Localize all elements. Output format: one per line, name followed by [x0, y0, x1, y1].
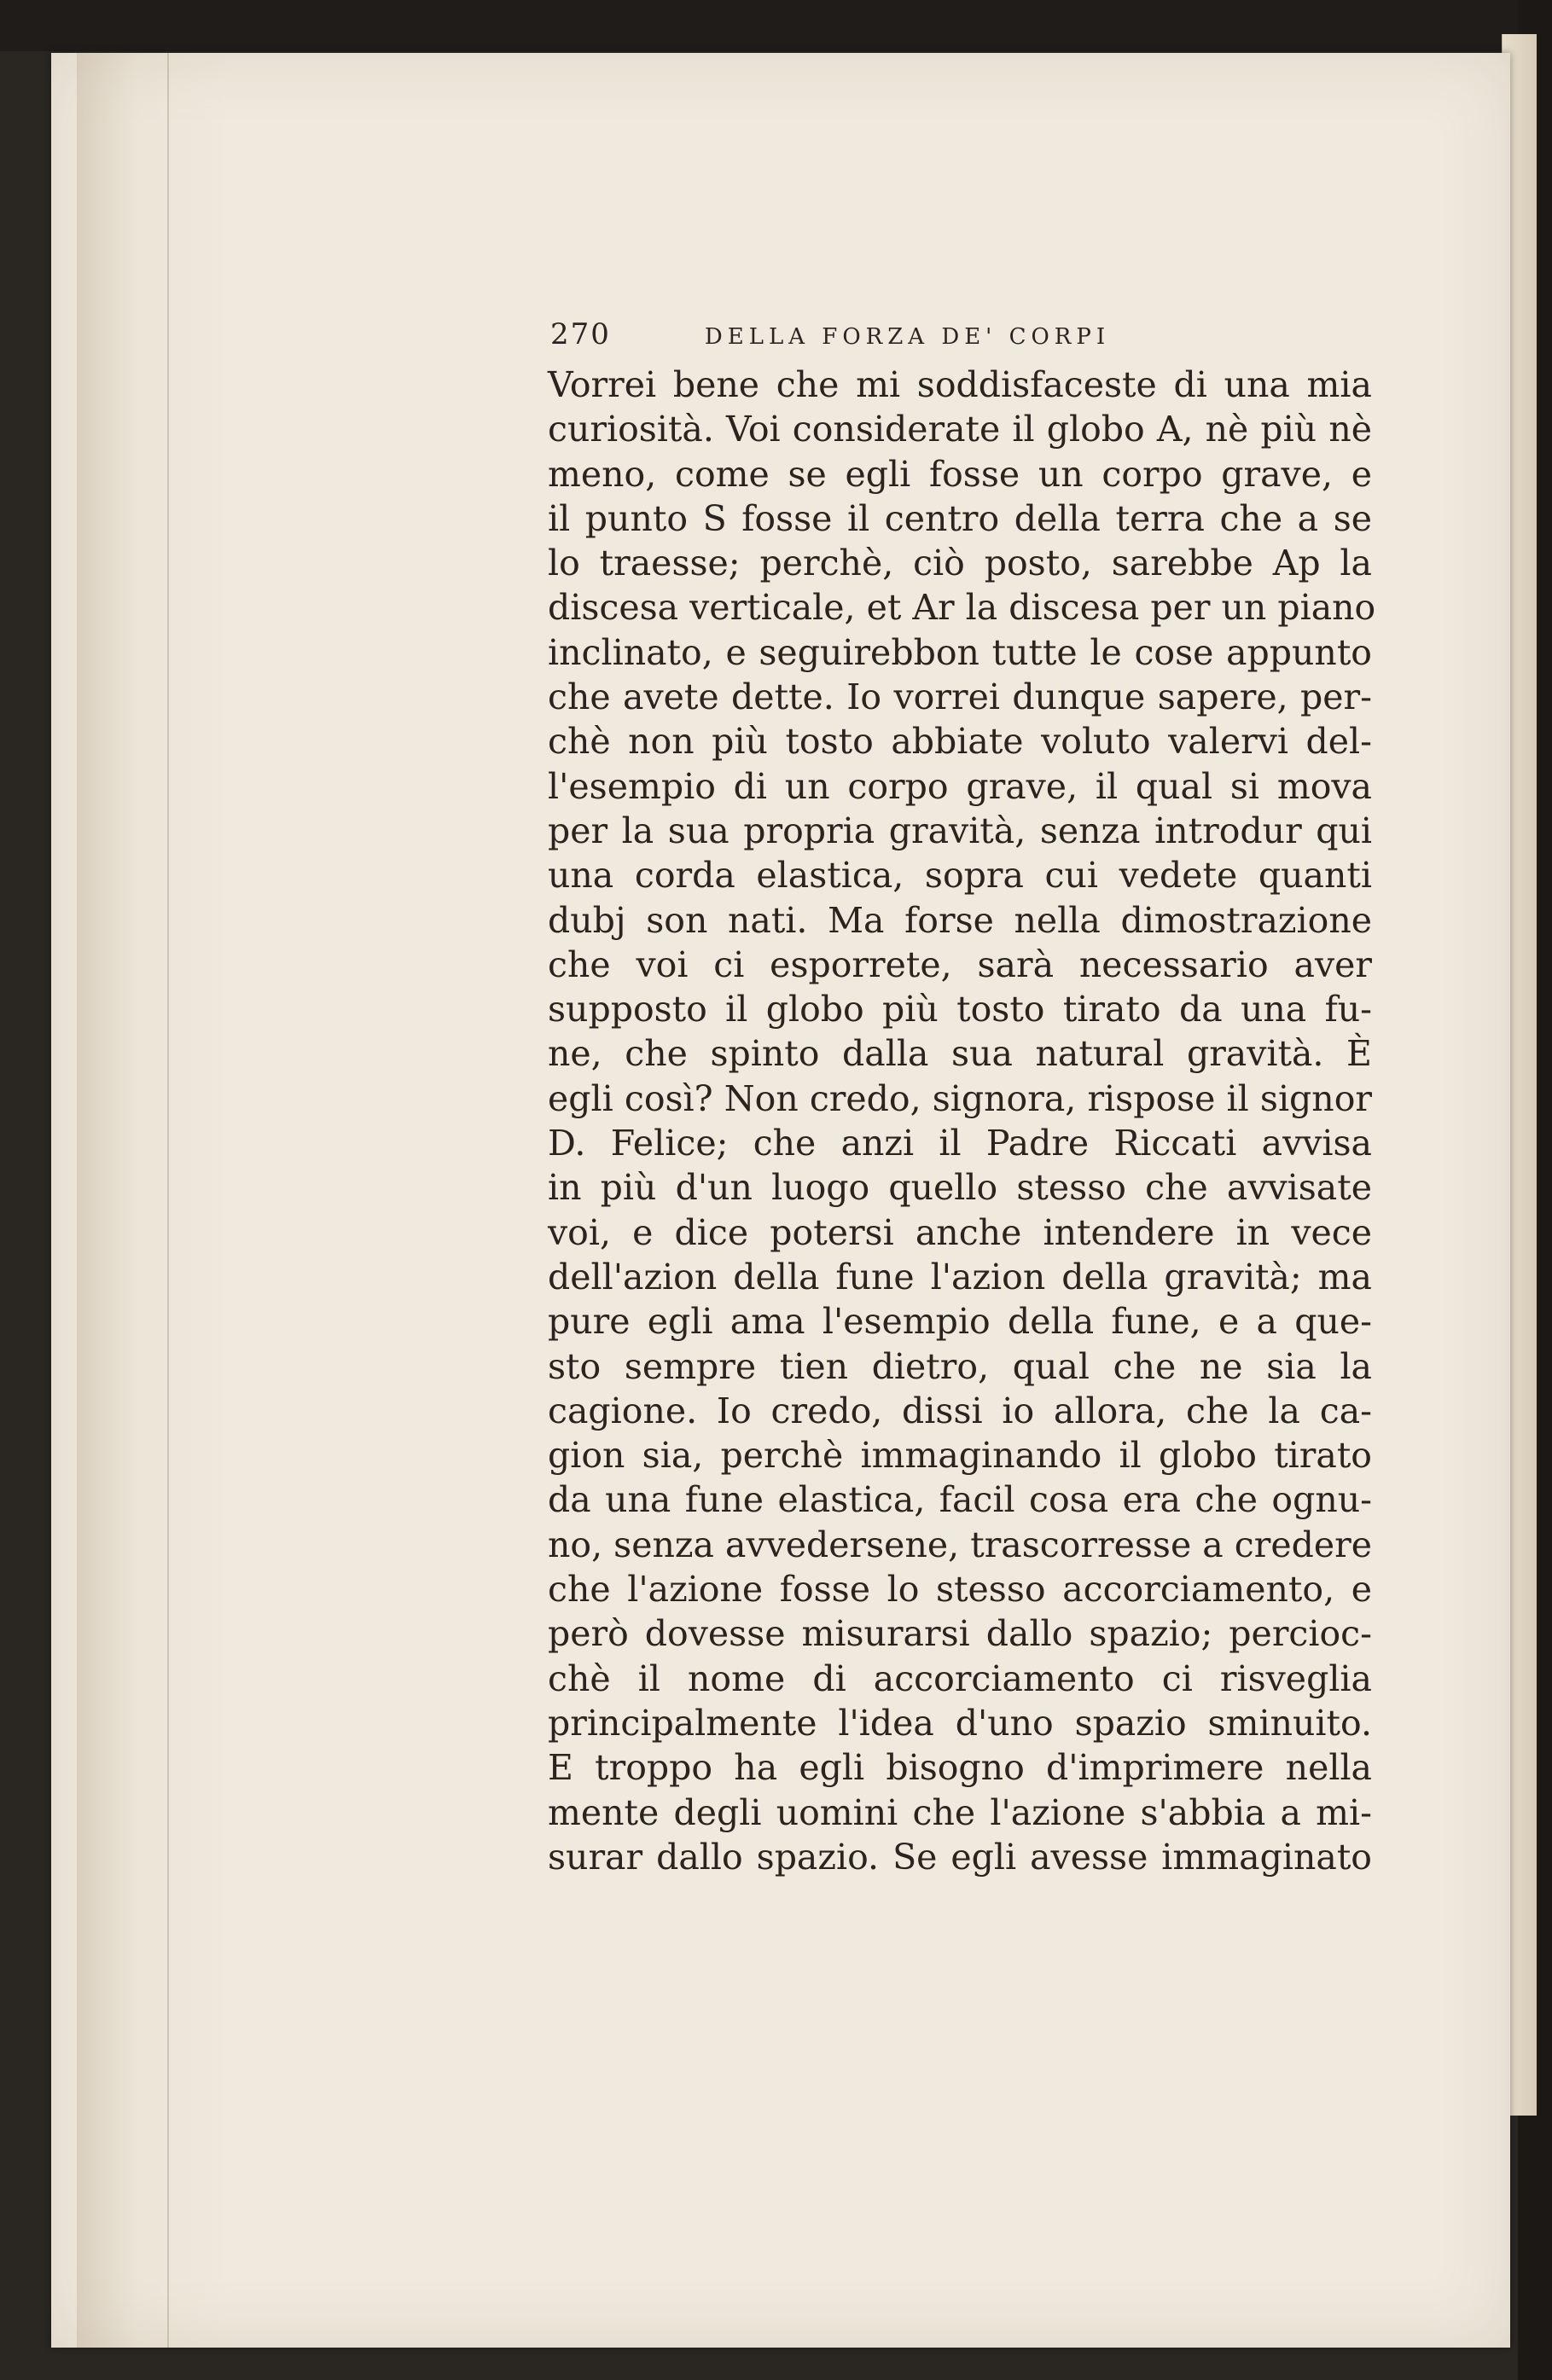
- text-line: meno, come se egli fosse un corpo grave, e: [548, 453, 1372, 495]
- text-line: per la sua propria gravità, senza introdur qui: [548, 810, 1372, 851]
- text-line: sto sempre tien dietro, qual che ne sia la: [548, 1345, 1372, 1387]
- text-line: surar dallo spazio. Se egli avesse immaginato: [548, 1836, 1372, 1878]
- scan-background-top: [0, 0, 1552, 51]
- running-head: [550, 317, 1369, 351]
- text-line: che l'azione fosse lo stesso accorciamento, e: [548, 1569, 1372, 1611]
- text-line: discesa verticale, et Ar la discesa per un piano: [548, 587, 1376, 629]
- text-line: inclinato, e seguirebbon tutte le cose appunto: [548, 631, 1372, 673]
- text-line: curiosità. Voi considerate il globo A, nè più nè: [548, 409, 1372, 450]
- text-line: che avete dette. Io vorrei dunque sapere, per-: [548, 676, 1372, 718]
- text-line: però dovesse misurarsi dallo spazio; percioc-: [548, 1613, 1372, 1655]
- page-gutter-shadow: [77, 53, 230, 2348]
- text-line: l'esempio di un corpo grave, il qual si mova: [548, 765, 1372, 807]
- text-line: gion sia, perchè immaginando il globo tirato: [548, 1435, 1372, 1477]
- page-number: 270: [550, 317, 611, 351]
- text-line: che voi ci esporrete, sarà necessario aver: [548, 943, 1372, 985]
- text-line: pure egli ama l'esempio della fune, e a que-: [548, 1301, 1372, 1343]
- text-line: una corda elastica, sopra cui vedete quanti: [548, 855, 1372, 897]
- page-fold-line: [167, 53, 169, 2348]
- text-line: chè non più tosto abbiate voluto valervi del-: [548, 721, 1372, 763]
- text-line: in più d'un luogo quello stesso che avvisate: [548, 1167, 1372, 1209]
- text-line: supposto il globo più tosto tirato da una fu-: [548, 989, 1372, 1030]
- text-line: voi, e dice potersi anche intendere in vece: [548, 1211, 1372, 1253]
- text-line: dubj son nati. Ma forse nella dimostrazione: [548, 899, 1372, 941]
- text-line: dell'azion della fune l'azion della gravità; ma: [548, 1256, 1372, 1297]
- text-line: chè il nome di accorciamento ci risveglia: [548, 1657, 1372, 1699]
- text-line: principalmente l'idea d'uno spazio sminuito.: [548, 1702, 1372, 1744]
- page-body-text: [548, 363, 1376, 1879]
- text-line: cagione. Io credo, dissi io allora, che la ca-: [548, 1390, 1372, 1431]
- text-line: egli così? Non credo, signora, rispose il signor: [548, 1077, 1372, 1119]
- text-line: D. Felice; che anzi il Padre Riccati avvisa: [548, 1123, 1372, 1164]
- text-line: lo traesse; perchè, ciò posto, sarebbe Ap la: [548, 543, 1372, 584]
- text-line: mente degli uomini che l'azione s'abbia a mi-: [548, 1791, 1372, 1833]
- text-line: no, senza avvedersene, trascorresse a credere: [548, 1524, 1372, 1565]
- text-line: ne, che spinto dalla sua natural gravità. È: [548, 1033, 1372, 1075]
- running-title: DELLA FORZA DE' CORPI: [704, 324, 1111, 350]
- text-line: da una fune elastica, facil cosa era che ognu-: [548, 1479, 1372, 1521]
- text-line: E troppo ha egli bisogno d'imprimere nella: [548, 1747, 1372, 1789]
- text-line: Vorrei bene che mi soddisfaceste di una mia: [548, 364, 1372, 405]
- text-line: il punto S fosse il centro della terra che a se: [548, 497, 1372, 539]
